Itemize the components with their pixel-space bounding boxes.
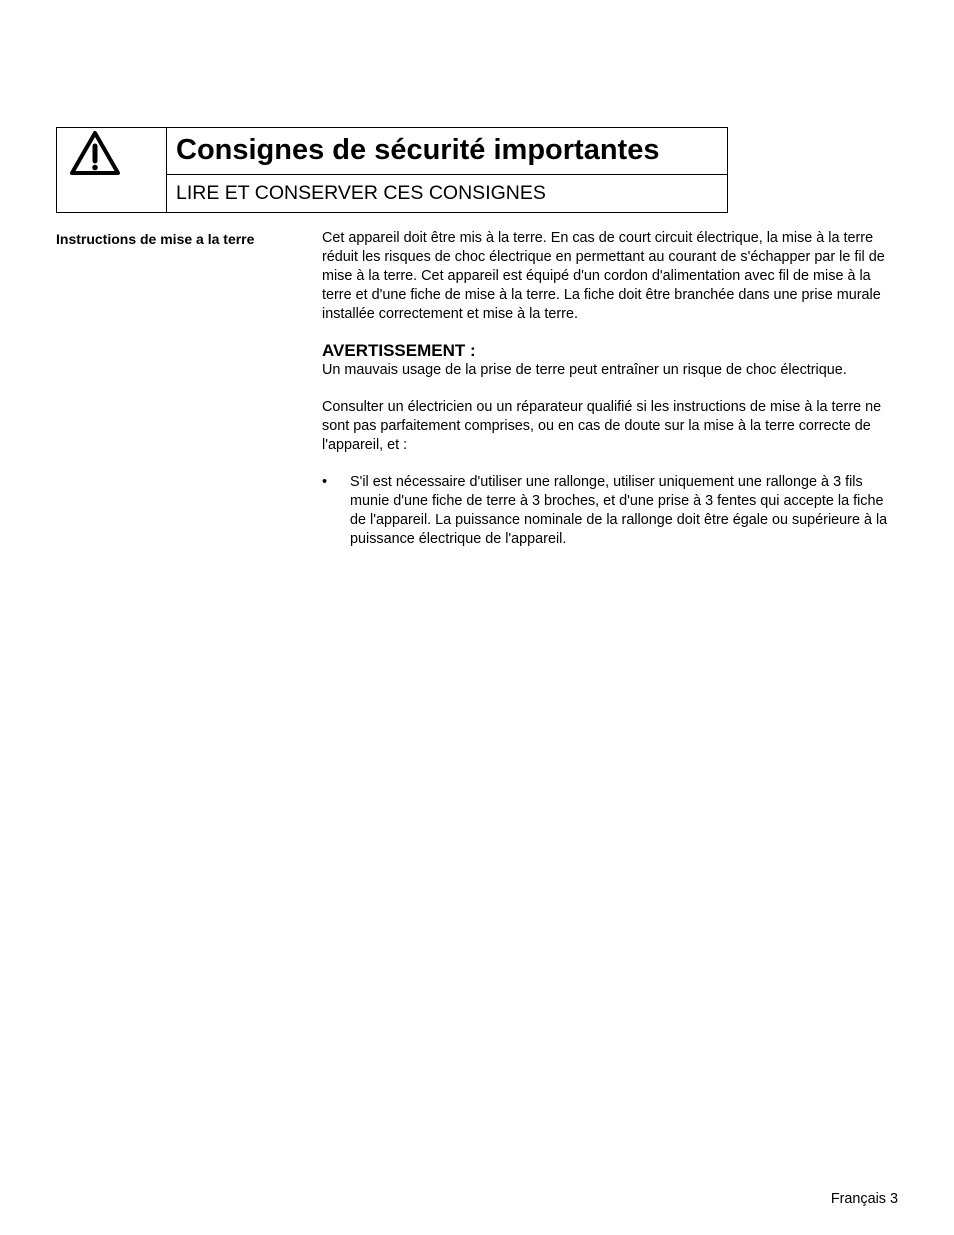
page-subtitle: LIRE ET CONSERVER CES CONSIGNES [176,182,546,204]
warning-text: Un mauvais usage de la prise de terre peut entraîner un risque de choc électrique. [322,362,847,378]
consult-paragraph: Consulter un électricien ou un réparateur qualifié si les instructions de mise à la terre ne sont pas parfaitement comprises, ou en cas de doute sur la mise à la terre correcte de l'appareil, et : [322,399,882,453]
warning-triangle-icon [69,129,121,177]
grounding-paragraph: Cet appareil doit être mis à la terre. En cas de court circuit électrique, la mise à la terre réduit les risques de choc électrique en permettant au courant de s'échapper par le fil de mise à la terre. Cet appareil est équipé d'un cordon d'alimentation avec fil de mise à la terre et d'une fiche de mise à la terre. La fiche doit être branchée dans une prise murale installée correctement et mise à la terre. [322,230,885,322]
section-body [322,229,902,549]
warning-heading: AVERTISSEMENT : [322,341,476,360]
list-item [322,473,902,549]
page-footer-label: Français 3 [830,1191,898,1207]
title-row [167,128,727,175]
page-title: Consignes de sécurité importantes [176,133,660,166]
bullet-text: S'il est nécessaire d'utiliser une rallonge, utiliser uniquement une rallonge à 3 fils munie d'une fiche de terre à 3 broches, et d'une prise à 3 fentes qui accepte la fiche de l'appareil. La puissance nominale de la rallonge doit être égale ou supérieure à la puissance électrique de l'appareil. [350,474,888,547]
safety-header-box [56,127,728,213]
icon-cell [57,128,167,212]
title-cells [167,128,727,212]
bullet-mark: • [322,474,328,490]
section-heading: Instructions de mise a la terre [56,231,255,247]
